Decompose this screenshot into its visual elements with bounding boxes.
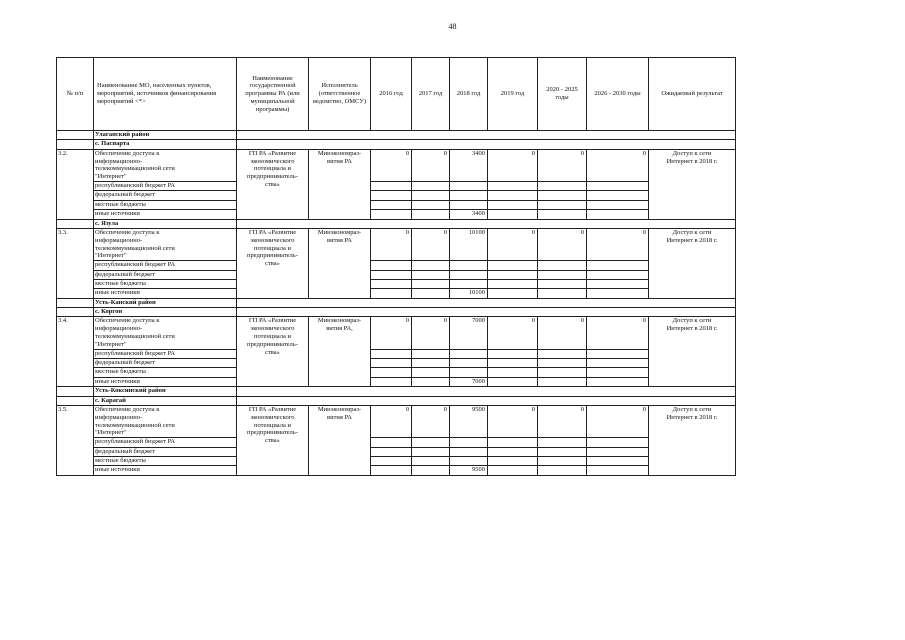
village-row bbox=[57, 219, 736, 228]
empty-cell bbox=[587, 200, 649, 209]
empty-cell bbox=[412, 368, 450, 377]
village-name: с. Карагай bbox=[94, 396, 237, 405]
empty-cell bbox=[488, 191, 538, 200]
empty-cell bbox=[587, 210, 649, 219]
empty-cell bbox=[412, 447, 450, 456]
activity-name bbox=[94, 149, 237, 181]
empty-cell bbox=[587, 368, 649, 377]
text-line: телекоммуникационной сети bbox=[95, 244, 175, 252]
expected-result bbox=[649, 317, 736, 387]
value-v2020: 0 bbox=[538, 149, 587, 181]
district-row bbox=[57, 298, 736, 307]
empty-cell bbox=[412, 289, 450, 298]
text-line: "Интернет" bbox=[95, 252, 127, 260]
empty-cell bbox=[538, 438, 587, 447]
text-line: Обеспечение доступа к bbox=[95, 405, 160, 413]
table-cell bbox=[237, 308, 736, 317]
col-header-2020-2025: 2020 - 2025 годы bbox=[538, 58, 587, 131]
table-cell bbox=[57, 140, 94, 149]
source-federal-budget: федеральный бюджет bbox=[94, 447, 237, 456]
source-local-budgets: местные бюджеты bbox=[94, 368, 237, 377]
village-name: с. Коргон bbox=[94, 308, 237, 317]
empty-cell bbox=[450, 447, 488, 456]
empty-cell bbox=[371, 438, 412, 447]
text-line: предприниматель- bbox=[247, 252, 298, 260]
funding-source-row bbox=[57, 359, 736, 368]
empty-cell bbox=[587, 270, 649, 279]
text-line: потенциала и bbox=[254, 165, 291, 173]
empty-cell bbox=[538, 359, 587, 368]
empty-cell bbox=[488, 289, 538, 298]
empty-cell bbox=[538, 447, 587, 456]
value-v2026: 0 bbox=[587, 149, 649, 181]
empty-cell bbox=[450, 349, 488, 358]
text-line: предприниматель- bbox=[247, 173, 298, 181]
empty-cell bbox=[371, 359, 412, 368]
empty-cell bbox=[587, 447, 649, 456]
text-line: Минэкономраз- bbox=[317, 317, 362, 325]
empty-cell bbox=[371, 191, 412, 200]
col-header-result: Ожидаемый результат bbox=[649, 58, 736, 131]
district-name: Усть-Коксинский район bbox=[94, 387, 237, 396]
text-line: экономического bbox=[250, 325, 295, 333]
col-header-executor: Исполнитель (ответственное ведомство, ОМСУ) bbox=[309, 58, 371, 131]
table-cell bbox=[237, 131, 736, 140]
empty-cell bbox=[412, 279, 450, 288]
activity-row bbox=[57, 317, 736, 349]
header-row bbox=[57, 58, 736, 131]
empty-cell bbox=[371, 466, 412, 475]
source-federal-budget: федеральный бюджет bbox=[94, 359, 237, 368]
empty-cell bbox=[488, 261, 538, 270]
table-cell bbox=[237, 219, 736, 228]
col-header-name: Наименование МО, населенных пунктов, мероприятий, источников финансирования мероприятий <*> bbox=[94, 58, 237, 131]
empty-cell bbox=[450, 438, 488, 447]
text-line: вития РА bbox=[327, 413, 352, 421]
text-line: телекоммуникационной сети bbox=[95, 421, 175, 429]
text-line: "Интернет" bbox=[95, 173, 127, 181]
empty-cell bbox=[450, 368, 488, 377]
text-line: ства» bbox=[265, 260, 280, 268]
funding-source-row bbox=[57, 438, 736, 447]
funding-source-row bbox=[57, 270, 736, 279]
value-v2017: 0 bbox=[412, 228, 450, 260]
funding-source-row bbox=[57, 456, 736, 465]
text-line: Обеспечение доступа к bbox=[95, 149, 160, 157]
text-line: Минэкономраз- bbox=[317, 149, 362, 157]
empty-cell bbox=[412, 349, 450, 358]
empty-cell bbox=[488, 466, 538, 475]
text-line: Интернет в 2018 г. bbox=[666, 413, 718, 421]
text-line: вития РА, bbox=[326, 325, 353, 333]
value-other-2018: 3400 bbox=[450, 210, 488, 219]
village-row bbox=[57, 140, 736, 149]
funding-source-row bbox=[57, 191, 736, 200]
empty-cell bbox=[371, 447, 412, 456]
program-name bbox=[237, 228, 309, 298]
empty-cell bbox=[371, 368, 412, 377]
empty-cell bbox=[587, 289, 649, 298]
empty-cell bbox=[488, 200, 538, 209]
executor-name bbox=[309, 405, 371, 475]
text-line: Обеспечение доступа к bbox=[95, 228, 160, 236]
source-republican-budget: республиканский бюджет РА bbox=[94, 261, 237, 270]
text-line: ства» bbox=[265, 180, 280, 188]
text-line: ГП РА «Развитие bbox=[248, 405, 297, 413]
empty-cell bbox=[587, 456, 649, 465]
funding-source-row bbox=[57, 466, 736, 475]
text-line: Интернет в 2018 г. bbox=[666, 236, 718, 244]
text-line: потенциала и bbox=[254, 333, 291, 341]
empty-cell bbox=[488, 456, 538, 465]
funding-source-row bbox=[57, 261, 736, 270]
col-header-program: Наименование государственной программы РА (или муниципальной программы) bbox=[237, 58, 309, 131]
page-number: 48 bbox=[448, 22, 457, 31]
executor-name bbox=[309, 317, 371, 387]
text-line: предприниматель- bbox=[247, 429, 298, 437]
source-federal-budget: федеральный бюджет bbox=[94, 270, 237, 279]
activity-row bbox=[57, 228, 736, 260]
table-cell bbox=[57, 387, 94, 396]
text-line: Доступ к сети bbox=[672, 405, 712, 413]
text-line: экономического bbox=[250, 236, 295, 244]
program-name bbox=[237, 317, 309, 387]
text-line: потенциала и bbox=[254, 244, 291, 252]
empty-cell bbox=[371, 289, 412, 298]
text-line: телекоммуникационной сети bbox=[95, 165, 175, 173]
text-line: Обеспечение доступа к bbox=[95, 317, 160, 325]
text-line: Интернет в 2018 г. bbox=[666, 325, 718, 333]
empty-cell bbox=[538, 289, 587, 298]
text-line: Доступ к сети bbox=[672, 317, 712, 325]
district-row bbox=[57, 387, 736, 396]
text-line: Доступ к сети bbox=[672, 149, 712, 157]
funding-source-row bbox=[57, 368, 736, 377]
funding-source-row bbox=[57, 181, 736, 190]
value-v2016: 0 bbox=[371, 149, 412, 181]
value-other-2018: 10100 bbox=[450, 289, 488, 298]
col-header-2026-2030: 2026 - 2030 годы bbox=[587, 58, 649, 131]
empty-cell bbox=[538, 279, 587, 288]
text-line: телекоммуникационной сети bbox=[95, 333, 175, 341]
village-name: с. Язула bbox=[94, 219, 237, 228]
empty-cell bbox=[412, 359, 450, 368]
empty-cell bbox=[371, 279, 412, 288]
value-v2026: 0 bbox=[587, 405, 649, 437]
empty-cell bbox=[488, 438, 538, 447]
empty-cell bbox=[450, 191, 488, 200]
empty-cell bbox=[587, 349, 649, 358]
empty-cell bbox=[538, 200, 587, 209]
executor-name bbox=[309, 149, 371, 219]
text-line: предприниматель- bbox=[247, 340, 298, 348]
source-republican-budget: республиканский бюджет РА bbox=[94, 438, 237, 447]
empty-cell bbox=[488, 270, 538, 279]
empty-cell bbox=[371, 261, 412, 270]
col-header-num: № п/п bbox=[57, 58, 94, 131]
district-name: Улаганский район bbox=[94, 131, 237, 140]
text-line: ства» bbox=[265, 437, 280, 445]
text-line: ГП РА «Развитие bbox=[248, 317, 297, 325]
empty-cell bbox=[412, 270, 450, 279]
empty-cell bbox=[488, 210, 538, 219]
item-number: 3.3. bbox=[57, 228, 94, 298]
empty-cell bbox=[538, 270, 587, 279]
empty-cell bbox=[488, 279, 538, 288]
text-line: экономического bbox=[250, 413, 295, 421]
funding-source-row bbox=[57, 289, 736, 298]
empty-cell bbox=[488, 181, 538, 190]
text-line: Минэкономраз- bbox=[317, 228, 362, 236]
empty-cell bbox=[538, 181, 587, 190]
source-federal-budget: федеральный бюджет bbox=[94, 191, 237, 200]
text-line: "Интернет" bbox=[95, 340, 127, 348]
expected-result bbox=[649, 405, 736, 475]
empty-cell bbox=[371, 349, 412, 358]
text-line: информационно- bbox=[95, 413, 143, 421]
table-cell bbox=[57, 308, 94, 317]
empty-cell bbox=[538, 210, 587, 219]
empty-cell bbox=[412, 261, 450, 270]
empty-cell bbox=[488, 368, 538, 377]
empty-cell bbox=[538, 377, 587, 386]
item-number: 3.5. bbox=[57, 405, 94, 475]
activity-row bbox=[57, 149, 736, 181]
empty-cell bbox=[587, 438, 649, 447]
source-other: иные источники bbox=[94, 210, 237, 219]
program-name bbox=[237, 149, 309, 219]
text-line: информационно- bbox=[95, 325, 143, 333]
text-line: вития РА bbox=[327, 236, 352, 244]
table-cell bbox=[237, 396, 736, 405]
program-name bbox=[237, 405, 309, 475]
value-v2019: 0 bbox=[488, 317, 538, 349]
source-other: иные источники bbox=[94, 466, 237, 475]
empty-cell bbox=[450, 270, 488, 279]
source-republican-budget: республиканский бюджет РА bbox=[94, 181, 237, 190]
text-line: Интернет в 2018 г. bbox=[666, 157, 718, 165]
funding-source-row bbox=[57, 210, 736, 219]
empty-cell bbox=[412, 191, 450, 200]
expected-result bbox=[649, 149, 736, 219]
funding-table bbox=[56, 57, 736, 476]
value-v2020: 0 bbox=[538, 405, 587, 437]
empty-cell bbox=[412, 438, 450, 447]
empty-cell bbox=[450, 181, 488, 190]
source-republican-budget: республиканский бюджет РА bbox=[94, 349, 237, 358]
activity-row bbox=[57, 405, 736, 437]
col-header-2019: 2019 год bbox=[488, 58, 538, 131]
empty-cell bbox=[587, 261, 649, 270]
value-v2018: 3400 bbox=[450, 149, 488, 181]
value-v2018: 7000 bbox=[450, 317, 488, 349]
item-number: 3.4. bbox=[57, 317, 94, 387]
value-v2019: 0 bbox=[488, 228, 538, 260]
empty-cell bbox=[412, 456, 450, 465]
village-name: с. Паспарта bbox=[94, 140, 237, 149]
empty-cell bbox=[450, 200, 488, 209]
empty-cell bbox=[450, 359, 488, 368]
source-other: иные источники bbox=[94, 289, 237, 298]
funding-source-row bbox=[57, 447, 736, 456]
table-cell bbox=[57, 219, 94, 228]
value-v2018: 10100 bbox=[450, 228, 488, 260]
empty-cell bbox=[587, 466, 649, 475]
village-row bbox=[57, 396, 736, 405]
empty-cell bbox=[412, 181, 450, 190]
table-cell bbox=[237, 387, 736, 396]
empty-cell bbox=[450, 279, 488, 288]
value-v2019: 0 bbox=[488, 405, 538, 437]
empty-cell bbox=[488, 349, 538, 358]
activity-name bbox=[94, 228, 237, 260]
col-header-2017: 2017 год bbox=[412, 58, 450, 131]
value-v2018: 9500 bbox=[450, 405, 488, 437]
source-other: иные источники bbox=[94, 377, 237, 386]
empty-cell bbox=[538, 456, 587, 465]
empty-cell bbox=[488, 359, 538, 368]
empty-cell bbox=[371, 377, 412, 386]
text-line: информационно- bbox=[95, 157, 143, 165]
district-name: Усть-Канский район bbox=[94, 298, 237, 307]
empty-cell bbox=[371, 200, 412, 209]
col-header-2018: 2018 год bbox=[450, 58, 488, 131]
text-line: "Интернет" bbox=[95, 429, 127, 437]
table-body bbox=[57, 131, 736, 476]
value-v2019: 0 bbox=[488, 149, 538, 181]
empty-cell bbox=[587, 191, 649, 200]
value-v2016: 0 bbox=[371, 405, 412, 437]
activity-name bbox=[94, 405, 237, 437]
activity-name bbox=[94, 317, 237, 349]
empty-cell bbox=[587, 181, 649, 190]
text-line: Доступ к сети bbox=[672, 228, 712, 236]
text-line: ства» bbox=[265, 348, 280, 356]
empty-cell bbox=[450, 456, 488, 465]
empty-cell bbox=[538, 261, 587, 270]
empty-cell bbox=[450, 261, 488, 270]
text-line: ГП РА «Развитие bbox=[248, 149, 297, 157]
empty-cell bbox=[587, 359, 649, 368]
value-v2016: 0 bbox=[371, 228, 412, 260]
value-v2020: 0 bbox=[538, 317, 587, 349]
text-line: потенциала и bbox=[254, 421, 291, 429]
district-row bbox=[57, 131, 736, 140]
expected-result bbox=[649, 228, 736, 298]
text-line: ГП РА «Развитие bbox=[248, 228, 297, 236]
source-local-budgets: местные бюджеты bbox=[94, 200, 237, 209]
empty-cell bbox=[538, 466, 587, 475]
funding-source-row bbox=[57, 349, 736, 358]
funding-source-row bbox=[57, 377, 736, 386]
empty-cell bbox=[488, 377, 538, 386]
value-v2017: 0 bbox=[412, 405, 450, 437]
value-v2020: 0 bbox=[538, 228, 587, 260]
table-cell bbox=[57, 131, 94, 140]
empty-cell bbox=[587, 279, 649, 288]
value-v2017: 0 bbox=[412, 317, 450, 349]
empty-cell bbox=[538, 349, 587, 358]
text-line: Минэкономраз- bbox=[317, 405, 362, 413]
item-number: 3.2. bbox=[57, 149, 94, 219]
executor-name bbox=[309, 228, 371, 298]
text-line: информационно- bbox=[95, 236, 143, 244]
table-cell bbox=[237, 140, 736, 149]
table-cell bbox=[237, 298, 736, 307]
empty-cell bbox=[488, 447, 538, 456]
table-cell bbox=[57, 396, 94, 405]
empty-cell bbox=[412, 466, 450, 475]
source-local-budgets: местные бюджеты bbox=[94, 456, 237, 465]
empty-cell bbox=[538, 368, 587, 377]
empty-cell bbox=[412, 377, 450, 386]
empty-cell bbox=[412, 200, 450, 209]
empty-cell bbox=[538, 191, 587, 200]
col-header-2016: 2016 год bbox=[371, 58, 412, 131]
source-local-budgets: местные бюджеты bbox=[94, 279, 237, 288]
empty-cell bbox=[371, 210, 412, 219]
value-other-2018: 7000 bbox=[450, 377, 488, 386]
empty-cell bbox=[412, 210, 450, 219]
funding-source-row bbox=[57, 200, 736, 209]
value-v2017: 0 bbox=[412, 149, 450, 181]
empty-cell bbox=[371, 456, 412, 465]
value-other-2018: 9500 bbox=[450, 466, 488, 475]
value-v2016: 0 bbox=[371, 317, 412, 349]
text-line: вития РА bbox=[327, 157, 352, 165]
table-cell bbox=[57, 298, 94, 307]
value-v2026: 0 bbox=[587, 228, 649, 260]
village-row bbox=[57, 308, 736, 317]
empty-cell bbox=[371, 181, 412, 190]
value-v2026: 0 bbox=[587, 317, 649, 349]
funding-source-row bbox=[57, 279, 736, 288]
empty-cell bbox=[371, 270, 412, 279]
text-line: экономического bbox=[250, 157, 295, 165]
empty-cell bbox=[587, 377, 649, 386]
